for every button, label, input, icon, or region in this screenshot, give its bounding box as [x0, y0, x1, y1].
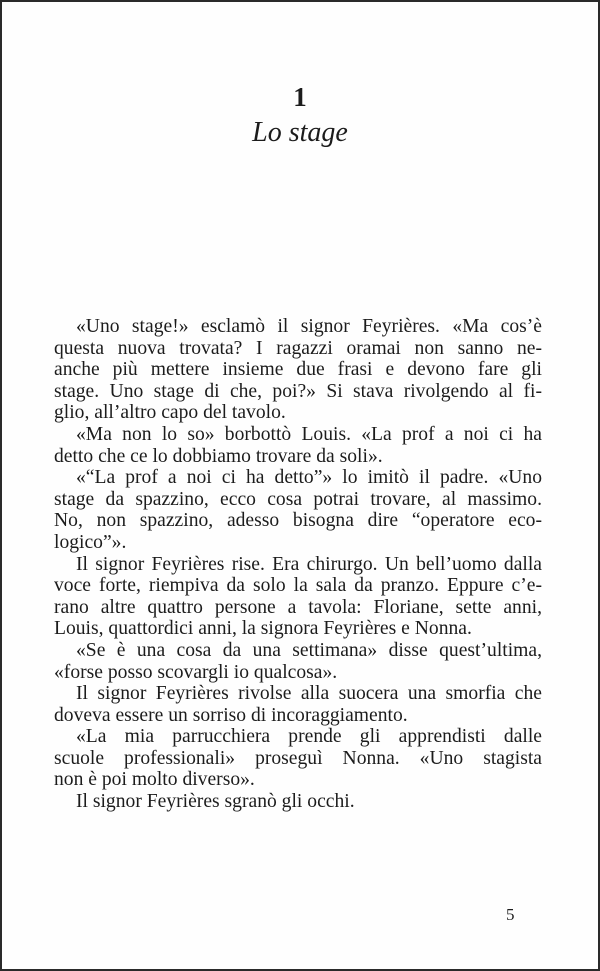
text-line: rano altre quattro persone a tavola: Floriane, sette anni, [54, 596, 542, 618]
text-line: Il signor Feyrières sgranò gli occhi. [76, 791, 355, 813]
chapter-number: 1 [293, 82, 307, 112]
text-line: «“La prof a noi ci ha detto”» lo imitò il padre. «Uno [76, 467, 542, 489]
text-line: glio, all’altro capo del tavolo. [54, 402, 286, 424]
text-line: questa nuova trovata? I ragazzi oramai non sanno ne- [54, 337, 542, 359]
chapter-title: Lo stage [252, 117, 348, 148]
text-line: Louis, quattordici anni, la signora Feyrières e Nonna. [54, 618, 472, 640]
text-line: «La mia parrucchiera prende gli apprendisti dalle [76, 726, 542, 748]
text-line: anche più mettere insieme due frasi e devono fare gli [54, 359, 542, 381]
text-line: doveva essere un sorriso di incoraggiamento. [54, 704, 408, 726]
text-line: Il signor Feyrières rivolse alla suocera una smorfia che [76, 683, 542, 705]
text-line: scuole professionali» proseguì Nonna. «Uno stagista [54, 747, 542, 769]
text-line: stage da spazzino, ecco cosa potrai trovare, al massimo. [54, 488, 542, 510]
text-line: No, non spazzino, adesso bisogna dire “operatore eco- [54, 510, 542, 532]
page-number: 5 [506, 905, 515, 924]
text-line: logico”». [54, 531, 127, 553]
text-line: detto che ce lo dobbiamo trovare da soli». [54, 445, 383, 467]
text-line: «forse posso scovargli io qualcosa». [54, 661, 338, 683]
text-line: «Uno stage!» esclamò il signor Feyrières. «Ma cos’è [76, 316, 542, 337]
text-line: voce forte, riempiva da solo la sala da pranzo. Eppure c’e- [54, 575, 542, 597]
text-line: «Se è una cosa da una settimana» disse quest’ultima, [76, 639, 542, 661]
text-line: non è poi molto diverso». [54, 769, 255, 791]
chapter-body [54, 316, 542, 813]
text-line: Il signor Feyrières rise. Era chirurgo. Un bell’uomo dalla [76, 553, 542, 575]
text-line: «Ma non lo so» borbottò Louis. «La prof a noi ci ha [76, 423, 542, 445]
text-line: stage. Uno stage di che, poi?» Si stava rivolgendo al fi- [54, 380, 542, 402]
